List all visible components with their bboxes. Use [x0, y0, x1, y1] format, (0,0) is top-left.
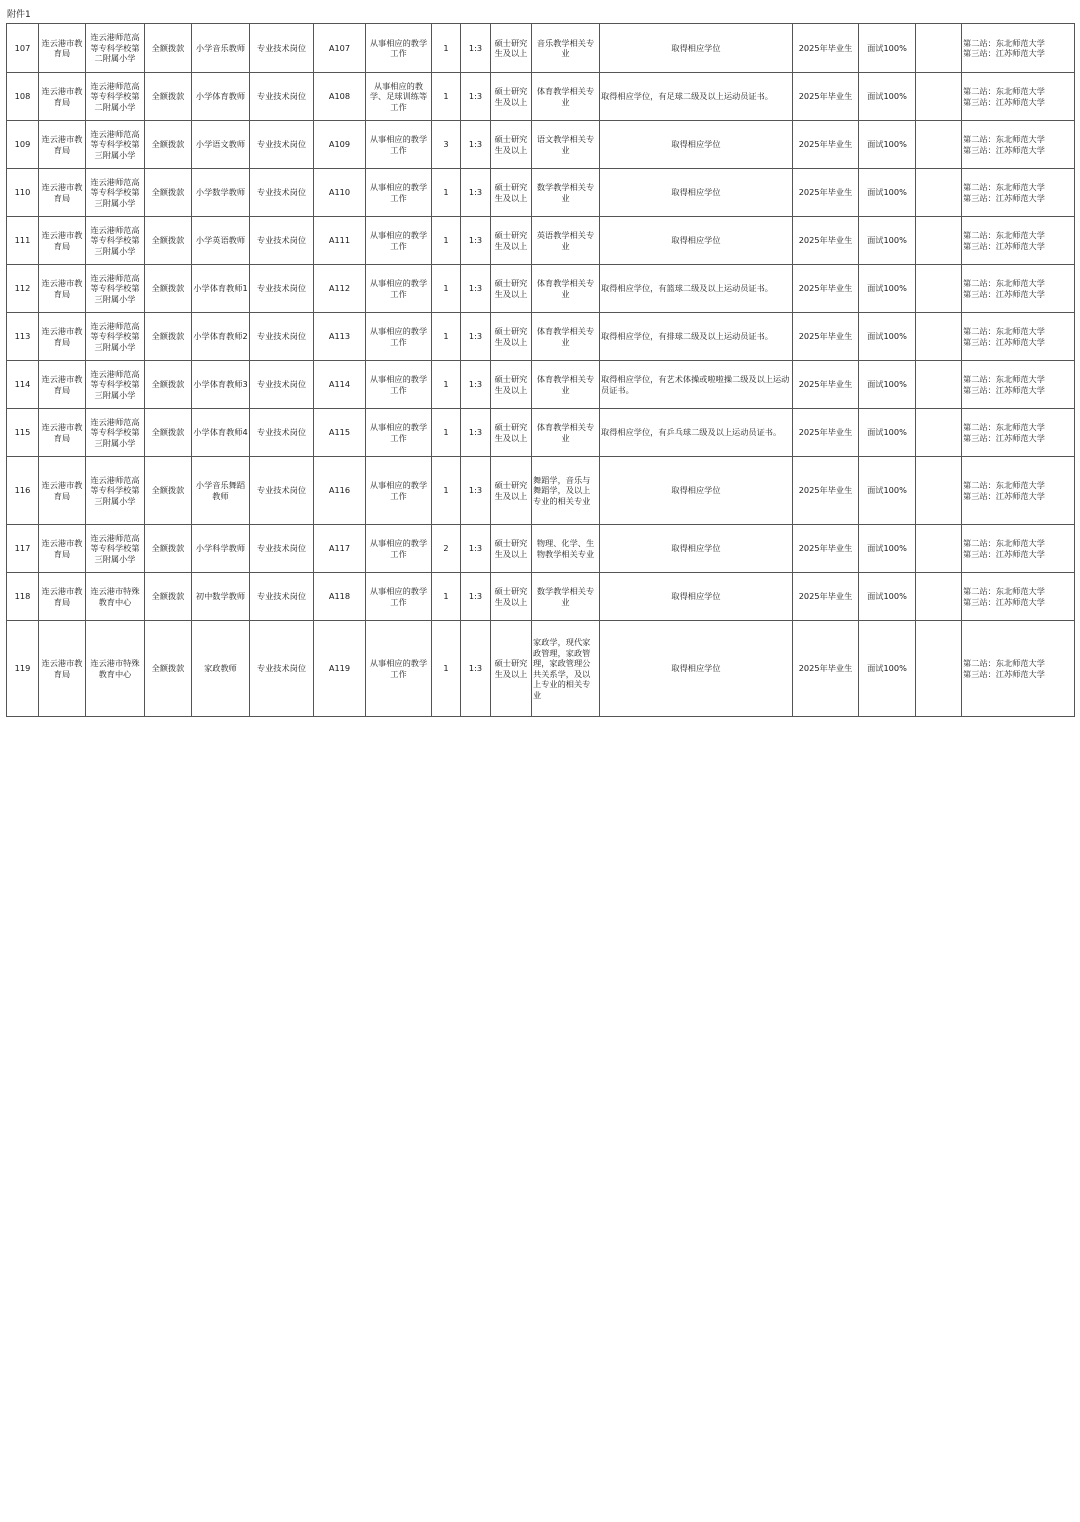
cell-recruit-sites: [962, 409, 1075, 457]
recruit-site-line: 第二站：东北师范大学: [963, 278, 1045, 288]
recruit-site-line: 第二站：东北师范大学: [963, 134, 1045, 144]
cell-exam-method: 面试100%: [859, 361, 916, 409]
cell-hire-count: 1: [432, 621, 461, 717]
cell-number: 109: [7, 121, 39, 169]
cell-exam-method: 面试100%: [859, 525, 916, 573]
recruit-site-line: 第三站：江苏师范大学: [963, 96, 1045, 107]
table-row: [7, 361, 1075, 409]
cell-department: 连云港市教育局: [39, 409, 86, 457]
cell-funding-type: 全额拨款: [145, 457, 192, 525]
cell-note: [916, 573, 962, 621]
cell-post-name: 初中数学教师: [192, 573, 250, 621]
cell-department: 连云港市教育局: [39, 313, 86, 361]
cell-department: 连云港市教育局: [39, 24, 86, 73]
recruit-site-line: 第三站：江苏师范大学: [963, 596, 1045, 607]
cell-hiring-unit: 连云港市特殊教育中心: [86, 621, 145, 717]
cell-funding-type: 全额拨款: [145, 24, 192, 73]
cell-recruit-sites: [962, 313, 1075, 361]
cell-post-name: 小学体育教师: [192, 73, 250, 121]
cell-hire-count: 1: [432, 217, 461, 265]
recruit-site-line: 第三站：江苏师范大学: [963, 432, 1045, 443]
cell-funding-type: 全额拨款: [145, 265, 192, 313]
cell-exam-ratio: 1:3: [461, 621, 491, 717]
cell-exam-ratio: 1:3: [461, 361, 491, 409]
cell-department: 连云港市教育局: [39, 621, 86, 717]
recruit-site-line: 第二站：东北师范大学: [963, 230, 1045, 240]
cell-exam-method: 面试100%: [859, 621, 916, 717]
cell-hiring-unit: 连云港师范高等专科学校第三附属小学: [86, 361, 145, 409]
cell-note: [916, 621, 962, 717]
cell-recruit-sites: [962, 217, 1075, 265]
cell-post-name: 小学音乐舞蹈教师: [192, 457, 250, 525]
cell-exam-ratio: 1:3: [461, 457, 491, 525]
cell-post-code: A109: [314, 121, 366, 169]
cell-post-code: A118: [314, 573, 366, 621]
cell-exam-method: 面试100%: [859, 24, 916, 73]
recruit-site-line: 第三站：江苏师范大学: [963, 48, 1045, 58]
cell-major: 物理、化学、生物教学相关专业: [532, 525, 600, 573]
table-row: [7, 621, 1075, 717]
cell-post-category: 专业技术岗位: [250, 169, 314, 217]
cell-post-code: A110: [314, 169, 366, 217]
cell-hire-count: 1: [432, 313, 461, 361]
cell-other-requirements: 取得相应学位，有篮球二级及以上运动员证书。: [600, 265, 793, 313]
recruit-site-line: 第三站：江苏师范大学: [963, 336, 1045, 347]
cell-number: 114: [7, 361, 39, 409]
recruit-site-line: 第二站：东北师范大学: [963, 326, 1045, 336]
cell-exam-ratio: 1:3: [461, 169, 491, 217]
cell-department: 连云港市教育局: [39, 217, 86, 265]
cell-target-group: 2025年毕业生: [793, 121, 859, 169]
cell-funding-type: 全额拨款: [145, 621, 192, 717]
cell-duty: 从事相应的教学工作: [366, 169, 432, 217]
recruit-site-line: 第三站：江苏师范大学: [963, 240, 1045, 251]
cell-major: 语文教学相关专业: [532, 121, 600, 169]
cell-other-requirements: 取得相应学位: [600, 217, 793, 265]
cell-education: 硕士研究生及以上: [491, 121, 532, 169]
cell-post-category: 专业技术岗位: [250, 24, 314, 73]
cell-post-category: 专业技术岗位: [250, 121, 314, 169]
cell-post-code: A108: [314, 73, 366, 121]
cell-post-name: 小学语文教师: [192, 121, 250, 169]
cell-duty: 从事相应的教学工作: [366, 265, 432, 313]
cell-duty: 从事相应的教学、足球训练等工作: [366, 73, 432, 121]
cell-post-code: A115: [314, 409, 366, 457]
cell-other-requirements: 取得相应学位: [600, 24, 793, 73]
attachment-label: 附件1: [7, 10, 31, 20]
table-row: [7, 24, 1075, 73]
cell-exam-method: 面试100%: [859, 121, 916, 169]
recruit-site-line: 第三站：江苏师范大学: [963, 144, 1045, 155]
recruit-site-line: 第三站：江苏师范大学: [963, 490, 1045, 501]
table-row: [7, 409, 1075, 457]
cell-post-code: A111: [314, 217, 366, 265]
cell-hiring-unit: 连云港师范高等专科学校第三附属小学: [86, 217, 145, 265]
cell-post-category: 专业技术岗位: [250, 361, 314, 409]
cell-post-name: 小学数学教师: [192, 169, 250, 217]
cell-duty: 从事相应的教学工作: [366, 409, 432, 457]
cell-number: 110: [7, 169, 39, 217]
cell-note: [916, 217, 962, 265]
cell-post-category: 专业技术岗位: [250, 409, 314, 457]
cell-exam-method: 面试100%: [859, 217, 916, 265]
cell-hiring-unit: 连云港师范高等专科学校第二附属小学: [86, 73, 145, 121]
cell-exam-ratio: 1:3: [461, 24, 491, 73]
cell-note: [916, 73, 962, 121]
cell-major: 数学教学相关专业: [532, 573, 600, 621]
table-row: [7, 73, 1075, 121]
cell-post-category: 专业技术岗位: [250, 265, 314, 313]
cell-other-requirements: 取得相应学位，有艺术体操或啦啦操二级及以上运动员证书。: [600, 361, 793, 409]
cell-department: 连云港市教育局: [39, 361, 86, 409]
cell-other-requirements: 取得相应学位，有乒乓球二级及以上运动员证书。: [600, 409, 793, 457]
cell-post-name: 小学科学教师: [192, 525, 250, 573]
cell-note: [916, 121, 962, 169]
cell-education: 硕士研究生及以上: [491, 525, 532, 573]
cell-post-category: 专业技术岗位: [250, 525, 314, 573]
cell-funding-type: 全额拨款: [145, 313, 192, 361]
cell-exam-method: 面试100%: [859, 573, 916, 621]
cell-major: 体育教学相关专业: [532, 409, 600, 457]
cell-hire-count: 1: [432, 24, 461, 73]
cell-funding-type: 全额拨款: [145, 73, 192, 121]
cell-other-requirements: 取得相应学位，有排球二级及以上运动员证书。: [600, 313, 793, 361]
cell-recruit-sites: [962, 525, 1075, 573]
cell-other-requirements: 取得相应学位: [600, 573, 793, 621]
cell-hiring-unit: 连云港师范高等专科学校第三附属小学: [86, 457, 145, 525]
cell-major: 音乐教学相关专业: [532, 24, 600, 73]
cell-number: 113: [7, 313, 39, 361]
cell-education: 硕士研究生及以上: [491, 265, 532, 313]
cell-department: 连云港市教育局: [39, 265, 86, 313]
cell-other-requirements: 取得相应学位，有足球二级及以上运动员证书。: [600, 73, 793, 121]
recruit-site-line: 第三站：江苏师范大学: [963, 192, 1045, 203]
cell-hire-count: 1: [432, 169, 461, 217]
cell-recruit-sites: [962, 621, 1075, 717]
cell-recruit-sites: [962, 573, 1075, 621]
cell-funding-type: 全额拨款: [145, 409, 192, 457]
cell-hiring-unit: 连云港师范高等专科学校第三附属小学: [86, 265, 145, 313]
table-row: [7, 265, 1075, 313]
recruit-site-line: 第二站：东北师范大学: [963, 658, 1045, 668]
cell-department: 连云港市教育局: [39, 121, 86, 169]
cell-recruit-sites: [962, 121, 1075, 169]
recruit-site-line: 第二站：东北师范大学: [963, 374, 1045, 384]
cell-major: 英语教学相关专业: [532, 217, 600, 265]
cell-number: 119: [7, 621, 39, 717]
cell-number: 116: [7, 457, 39, 525]
cell-exam-ratio: 1:3: [461, 265, 491, 313]
cell-other-requirements: 取得相应学位: [600, 169, 793, 217]
cell-major: 舞蹈学，音乐与舞蹈学，及以上专业的相关专业: [532, 457, 600, 525]
cell-exam-method: 面试100%: [859, 169, 916, 217]
cell-post-name: 小学英语教师: [192, 217, 250, 265]
cell-education: 硕士研究生及以上: [491, 621, 532, 717]
cell-hire-count: 1: [432, 361, 461, 409]
cell-number: 115: [7, 409, 39, 457]
cell-exam-ratio: 1:3: [461, 525, 491, 573]
cell-target-group: 2025年毕业生: [793, 573, 859, 621]
cell-exam-ratio: 1:3: [461, 313, 491, 361]
table-row: [7, 457, 1075, 525]
cell-post-name: 小学音乐教师: [192, 24, 250, 73]
cell-target-group: 2025年毕业生: [793, 169, 859, 217]
cell-duty: 从事相应的教学工作: [366, 573, 432, 621]
cell-education: 硕士研究生及以上: [491, 73, 532, 121]
cell-department: 连云港市教育局: [39, 73, 86, 121]
cell-post-name: 小学体育教师2: [192, 313, 250, 361]
cell-target-group: 2025年毕业生: [793, 525, 859, 573]
cell-exam-ratio: 1:3: [461, 409, 491, 457]
cell-number: 108: [7, 73, 39, 121]
cell-duty: 从事相应的教学工作: [366, 217, 432, 265]
cell-other-requirements: 取得相应学位: [600, 121, 793, 169]
cell-post-category: 专业技术岗位: [250, 573, 314, 621]
cell-other-requirements: 取得相应学位: [600, 525, 793, 573]
cell-recruit-sites: [962, 24, 1075, 73]
cell-funding-type: 全额拨款: [145, 573, 192, 621]
cell-hire-count: 1: [432, 265, 461, 313]
cell-education: 硕士研究生及以上: [491, 409, 532, 457]
cell-post-code: A112: [314, 265, 366, 313]
recruit-site-line: 第二站：东北师范大学: [963, 86, 1045, 96]
cell-major: 体育教学相关专业: [532, 73, 600, 121]
cell-department: 连云港市教育局: [39, 573, 86, 621]
recruit-site-line: 第三站：江苏师范大学: [963, 384, 1045, 395]
cell-education: 硕士研究生及以上: [491, 169, 532, 217]
cell-duty: 从事相应的教学工作: [366, 457, 432, 525]
cell-target-group: 2025年毕业生: [793, 265, 859, 313]
cell-hiring-unit: 连云港师范高等专科学校第三附属小学: [86, 169, 145, 217]
cell-department: 连云港市教育局: [39, 457, 86, 525]
table-row: [7, 217, 1075, 265]
recruit-site-line: 第三站：江苏师范大学: [963, 548, 1045, 559]
cell-education: 硕士研究生及以上: [491, 313, 532, 361]
cell-duty: 从事相应的教学工作: [366, 361, 432, 409]
cell-post-code: A107: [314, 24, 366, 73]
cell-other-requirements: 取得相应学位: [600, 621, 793, 717]
table-row: [7, 313, 1075, 361]
cell-exam-ratio: 1:3: [461, 121, 491, 169]
cell-exam-ratio: 1:3: [461, 73, 491, 121]
cell-duty: 从事相应的教学工作: [366, 24, 432, 73]
cell-post-category: 专业技术岗位: [250, 73, 314, 121]
cell-major: 体育教学相关专业: [532, 265, 600, 313]
cell-hiring-unit: 连云港师范高等专科学校第三附属小学: [86, 409, 145, 457]
cell-hire-count: 2: [432, 525, 461, 573]
cell-number: 107: [7, 24, 39, 73]
cell-hiring-unit: 连云港师范高等专科学校第三附属小学: [86, 121, 145, 169]
recruit-site-line: 第二站：东北师范大学: [963, 586, 1045, 596]
cell-education: 硕士研究生及以上: [491, 217, 532, 265]
cell-funding-type: 全额拨款: [145, 525, 192, 573]
cell-funding-type: 全额拨款: [145, 169, 192, 217]
cell-target-group: 2025年毕业生: [793, 73, 859, 121]
cell-target-group: 2025年毕业生: [793, 24, 859, 73]
cell-post-category: 专业技术岗位: [250, 313, 314, 361]
cell-post-code: A116: [314, 457, 366, 525]
cell-exam-method: 面试100%: [859, 313, 916, 361]
cell-education: 硕士研究生及以上: [491, 573, 532, 621]
cell-post-category: 专业技术岗位: [250, 217, 314, 265]
cell-hiring-unit: 连云港市特殊教育中心: [86, 573, 145, 621]
cell-department: 连云港市教育局: [39, 525, 86, 573]
cell-exam-ratio: 1:3: [461, 217, 491, 265]
table-row: [7, 121, 1075, 169]
recruitment-table: [6, 23, 1075, 717]
cell-hiring-unit: 连云港师范高等专科学校第三附属小学: [86, 313, 145, 361]
cell-exam-ratio: 1:3: [461, 573, 491, 621]
cell-hiring-unit: 连云港师范高等专科学校第三附属小学: [86, 525, 145, 573]
cell-funding-type: 全额拨款: [145, 361, 192, 409]
cell-target-group: 2025年毕业生: [793, 409, 859, 457]
recruit-site-line: 第二站：东北师范大学: [963, 538, 1045, 548]
cell-education: 硕士研究生及以上: [491, 457, 532, 525]
recruit-site-line: 第二站：东北师范大学: [963, 422, 1045, 432]
cell-note: [916, 409, 962, 457]
cell-education: 硕士研究生及以上: [491, 24, 532, 73]
cell-post-code: A113: [314, 313, 366, 361]
recruit-site-line: 第三站：江苏师范大学: [963, 668, 1045, 679]
cell-duty: 从事相应的教学工作: [366, 621, 432, 717]
cell-post-category: 专业技术岗位: [250, 621, 314, 717]
cell-post-name: 小学体育教师3: [192, 361, 250, 409]
cell-note: [916, 265, 962, 313]
cell-target-group: 2025年毕业生: [793, 217, 859, 265]
recruit-site-line: 第二站：东北师范大学: [963, 182, 1045, 192]
cell-post-name: 家政教师: [192, 621, 250, 717]
cell-target-group: 2025年毕业生: [793, 621, 859, 717]
cell-note: [916, 525, 962, 573]
recruit-site-line: 第三站：江苏师范大学: [963, 288, 1045, 299]
cell-major: 体育教学相关专业: [532, 361, 600, 409]
cell-recruit-sites: [962, 265, 1075, 313]
cell-hire-count: 1: [432, 409, 461, 457]
cell-other-requirements: 取得相应学位: [600, 457, 793, 525]
cell-funding-type: 全额拨款: [145, 217, 192, 265]
table-row: [7, 169, 1075, 217]
cell-note: [916, 457, 962, 525]
cell-note: [916, 169, 962, 217]
cell-post-name: 小学体育教师4: [192, 409, 250, 457]
cell-major: 体育教学相关专业: [532, 313, 600, 361]
cell-hire-count: 1: [432, 457, 461, 525]
cell-target-group: 2025年毕业生: [793, 361, 859, 409]
cell-post-category: 专业技术岗位: [250, 457, 314, 525]
cell-exam-method: 面试100%: [859, 457, 916, 525]
cell-number: 118: [7, 573, 39, 621]
cell-exam-method: 面试100%: [859, 265, 916, 313]
cell-exam-method: 面试100%: [859, 73, 916, 121]
cell-funding-type: 全额拨款: [145, 121, 192, 169]
cell-number: 112: [7, 265, 39, 313]
cell-post-code: A117: [314, 525, 366, 573]
cell-recruit-sites: [962, 169, 1075, 217]
cell-duty: 从事相应的教学工作: [366, 121, 432, 169]
cell-education: 硕士研究生及以上: [491, 361, 532, 409]
cell-hire-count: 1: [432, 73, 461, 121]
cell-post-code: A114: [314, 361, 366, 409]
cell-number: 111: [7, 217, 39, 265]
cell-post-name: 小学体育教师1: [192, 265, 250, 313]
cell-target-group: 2025年毕业生: [793, 457, 859, 525]
cell-recruit-sites: [962, 457, 1075, 525]
recruit-site-line: 第二站：东北师范大学: [963, 480, 1045, 490]
cell-exam-method: 面试100%: [859, 409, 916, 457]
cell-note: [916, 24, 962, 73]
cell-hire-count: 1: [432, 573, 461, 621]
cell-duty: 从事相应的教学工作: [366, 313, 432, 361]
cell-recruit-sites: [962, 73, 1075, 121]
cell-post-code: A119: [314, 621, 366, 717]
cell-number: 117: [7, 525, 39, 573]
cell-duty: 从事相应的教学工作: [366, 525, 432, 573]
cell-recruit-sites: [962, 361, 1075, 409]
cell-note: [916, 361, 962, 409]
cell-hiring-unit: 连云港师范高等专科学校第二附属小学: [86, 24, 145, 73]
cell-department: 连云港市教育局: [39, 169, 86, 217]
cell-major: 家政学，现代家政管理，家政管理，家政管理公共关系学，及以上专业的相关专业: [532, 621, 600, 717]
cell-hire-count: 3: [432, 121, 461, 169]
cell-note: [916, 313, 962, 361]
recruit-site-line: 第二站：东北师范大学: [963, 37, 1045, 48]
cell-target-group: 2025年毕业生: [793, 313, 859, 361]
table-row: [7, 573, 1075, 621]
table-row: [7, 525, 1075, 573]
cell-major: 数学教学相关专业: [532, 169, 600, 217]
table-body: [7, 24, 1075, 717]
